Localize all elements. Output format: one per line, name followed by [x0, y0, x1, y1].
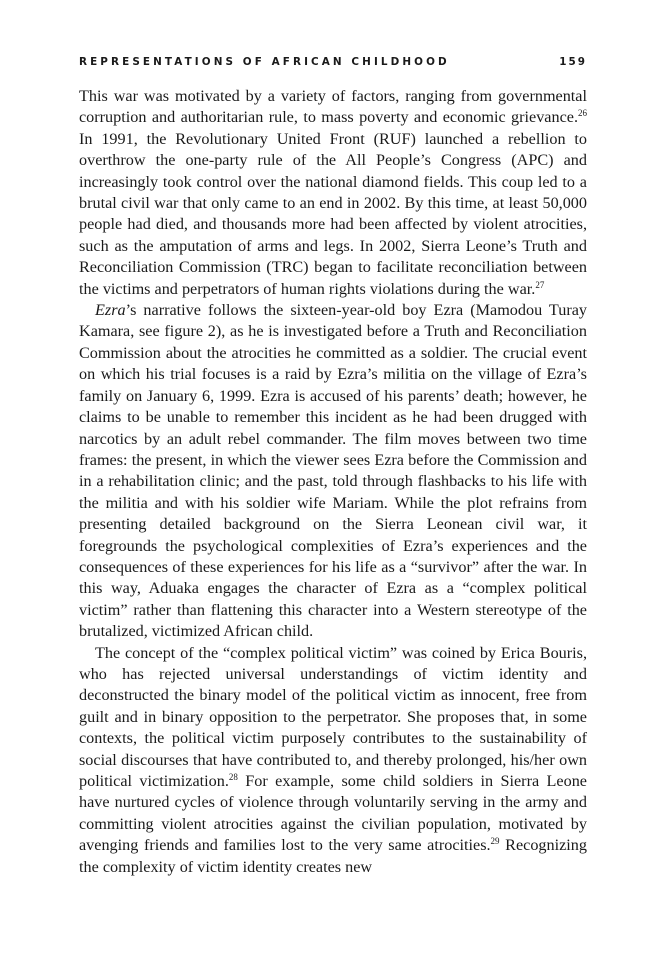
paragraph: [79, 300, 587, 643]
footnote-marker: 26: [578, 108, 587, 119]
paragraph: [79, 643, 587, 878]
film-title: Ezra: [95, 301, 126, 320]
text-run: Recognizing the complexity of victim identity creates new: [79, 836, 587, 876]
text-run: This war was motivated by a variety of factors, ranging from governmental corruption and authoritarian rule, to mass poverty and economic grievance.: [79, 87, 587, 127]
footnote-marker: 28: [228, 772, 238, 782]
text-run: ’s narrative follows the sixteen-year-old boy Ezra (Mamodou Turay Kamara, see figure 2), as he is investigated before a Truth and Reconciliation Commission about the atrocities he committed as a soldier. The crucial event on which his trial focuses is a raid by Ezra’s militia on the village of Ezra’s family on January 6, 1999. Ezra is accused of his parents’ death; however, he claims to be unable to remember this incident as he had been drugged with narcotics by an adult rebel commander. The film moves between two time frames: the present, in which the viewer sees Ezra before the Commission and in a rehabilitation clinic; and the past, told through flashbacks to his life with the militia and with his soldier wife Mariam. While the plot refrains from presenting detailed background on the Sierra Leonean civil war, it foregrounds the psychological complexities of Ezra’s experiences and the consequences of these experiences for his life as a “survivor” after the war. In this way, Aduaka engages the character of Ezra as a “complex political victim” rather than flattening this character into a Western stereotype of the brutalized, victimized African child.: [79, 301, 587, 641]
text-run: In 1991, the Revolutionary United Front (RUF) launched a rebellion to overthrow the one-party rule of the All People’s Congress (APC) and increasingly took control over the national diamond fields. This coup led to a brutal civil war that only came to an end in 2002. By this time, at least 50,000 people had died, and thousands more had been affected by violent atrocities, such as the amputation of arms and legs. In 2002, Sierra Leone’s Truth and Reconciliation Commission (TRC) began to facilitate reconciliation between the victims and perpetrators of human rights violations during the war.: [79, 129, 587, 298]
running-head: [79, 54, 587, 70]
footnote-marker: 27: [535, 279, 545, 290]
paragraph: [79, 86, 587, 300]
page-number: 159: [559, 56, 587, 68]
text-run: The concept of the “complex political victim” was coined by Erica Bouris, who has rejected universal understandings of victim identity and deconstructed the binary model of the political victim as innocent, free from guilt and in binary opposition to the perpetrator. She proposes that, in some contexts, the political victim purposely contributes to the sustainability of social discourses that have contributed to, and thereby prolonged, his/her own political victimization.: [79, 643, 587, 790]
running-head-title: REPRESENTATIONS OF AFRICAN CHILDHOOD: [79, 56, 450, 68]
body-text: [79, 86, 587, 878]
footnote-marker: 29: [490, 836, 500, 847]
text-run: For example, some child soldiers in Sierra Leone have nurtured cycles of violence through voluntarily serving in the army and committing violent atrocities against the civilian population, motivated by avenging friends and families lost to the very same atrocities.: [79, 772, 587, 855]
